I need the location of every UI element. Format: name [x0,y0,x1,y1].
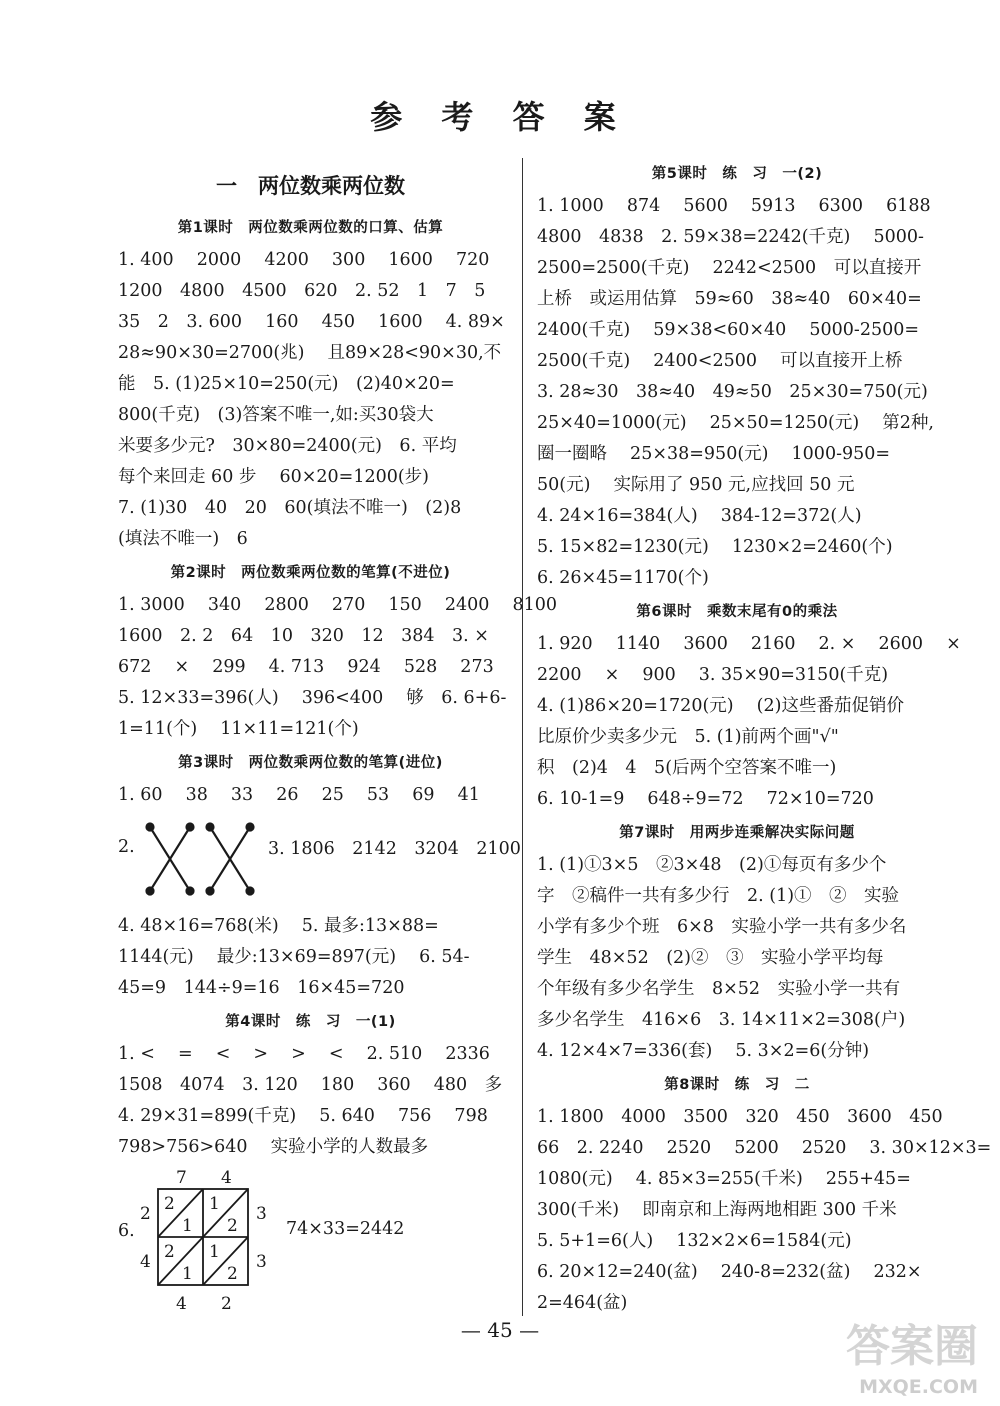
answer-line: 4800 4838 2. 59×38=2242(千克) 5000- [537,227,924,247]
answer-line: 3. 28≈30 38≈40 49≈50 25×30=750(元) [537,382,928,402]
lesson-answers [118,780,521,1004]
question-number: 6. [118,1221,135,1241]
answer-line: 1. 400 2000 4200 300 1600 720 [118,250,490,270]
answer-line: 1. 60 38 33 26 25 53 69 41 [118,785,480,805]
answer-line: 上桥 或运用估算 59≈60 38≈40 60×40= [537,289,922,309]
answer-line: 2=464(盆) [537,1293,628,1313]
lattice-cell-digit: 2 [227,1216,238,1236]
answer-line: 1. 920 1140 3600 2160 2. × 2600 × [537,634,961,654]
answer-line: 1200 4800 4500 620 2. 52 1 7 5 [118,281,486,301]
answer-line: 672 × 299 4. 713 924 528 273 [118,657,494,677]
answer-line: 1. 3000 340 2800 270 150 2400 8100 [118,595,557,615]
answer-line: 4. (1)86×20=1720(元) (2)这些番茄促销价 [537,696,904,716]
lattice-top-digit: 4 [221,1169,232,1188]
lesson-heading: 第8课时 练 习 二 [664,1077,810,1093]
answer-line: 6. 10-1=9 648÷9=72 72×10=720 [537,789,874,809]
lattice-equation: 74×33=2442 [286,1219,405,1239]
answer-line: (填法不唯一) 6 [118,529,248,549]
chapter-heading: 一 两位数乘两位数 [216,174,405,198]
answer-line: 35 2 3. 600 160 450 1600 4. 89× [118,312,505,332]
answer-line: 小学有多少个班 6×8 实验小学一共有多少名 [537,917,907,937]
answer-line: 5. 12×33=396(人) 396<400 够 6. 6+6- [118,688,507,708]
answer-line: 字 ②稿件一共有多少行 2. (1)① ② 实验 [537,886,900,906]
lesson-heading: 第3课时 两位数乘两位数的笔算(进位) [178,755,443,771]
column-divider [522,158,523,1316]
answer-line: 米要多少元? 30×80=2400(元) 6. 平均 [118,436,457,456]
lattice-top-digit: 7 [176,1169,187,1188]
answer-line: 学生 48×52 (2)② ③ 实验小学平均每 [537,948,884,968]
answer-line: 圈一圈略 25×38=950(元) 1000-950= [537,444,891,464]
lattice-bottom-digit: 4 [176,1294,187,1314]
lattice-right-digit: 3 [256,1204,267,1224]
answer-line: 2200 × 900 3. 35×90=3150(千克) [537,665,889,685]
answer-line: 4. 29×31=899(千克) 5. 640 756 798 [118,1106,488,1126]
lattice-grid-diagram [136,1169,276,1319]
lesson-heading: 第6课时 乘数末尾有0的乘法 [636,604,838,620]
answer-line: 个年级有多少名学生 8×52 实验小学一共有 [537,979,901,999]
answer-line: 6. 26×45=1170(个) [537,568,709,588]
lattice-cell-digit: 1 [209,1194,220,1214]
answer-line: 2500(千克) 2400<2500 可以直接开上桥 [537,351,903,371]
answer-line: 比原价少卖多少元 5. (1)前两个画"√" [537,727,839,747]
answer-line: 300(千米) 即南京和上海两地相距 300 千米 [537,1200,897,1220]
matching-answer [118,817,521,903]
answer-line: 能 5. (1)25×10=250(元) (2)40×20= [118,374,455,394]
lattice-left-digit: 4 [140,1252,151,1272]
lesson-heading: 第5课时 练 习 一(2) [651,166,823,182]
lesson-answers [118,245,503,555]
answer-line: 多少名学生 416×6 3. 14×11×2=308(户) [537,1010,906,1030]
answer-line: 2500=2500(千克) 2242<2500 可以直接开 [537,258,922,278]
watermark-url: MXQE.COM [859,1376,978,1398]
lesson-heading: 第4课时 练 习 一(1) [225,1014,396,1030]
page-number: — 45 — [460,1318,540,1342]
matching-lines-diagram [140,819,260,899]
answer-line: 6. 20×12=240(盆) 240-8=232(盆) 232× [537,1262,922,1282]
lattice-cell-digit: 1 [182,1216,193,1236]
watermark-glyph: 答案圈 [846,1321,978,1372]
answer-line: 798>756>640 实验小学的人数最多 [118,1137,429,1157]
answer-line: 1=11(个) 11×11=121(个) [118,719,359,739]
lesson-answers [537,629,961,815]
lattice-multiplication [118,1169,503,1319]
lattice-cell-digit: 2 [164,1194,175,1214]
answer-line: 50(元) 实际用了 950 元,应找回 50 元 [537,475,855,495]
answer-line: 每个来回走 60 步 60×20=1200(步) [118,467,430,487]
answer-line: 2400(千克) 59×38<60×40 5000-2500= [537,320,920,340]
answer-line: 66 2. 2240 2520 5200 2520 3. 30×12×3= [537,1138,992,1158]
answer-line: 4. 12×4×7=336(套) 5. 3×2=6(分钟) [537,1041,870,1061]
answer-text: 3. 1806 2142 3204 2100 [268,839,521,859]
answer-line: 1. 1800 4000 3500 320 450 3600 450 [537,1107,943,1127]
answer-line: 1508 4074 3. 120 180 360 480 多 [118,1075,503,1095]
answer-line: 45=9 144÷9=16 16×45=720 [118,978,405,998]
lattice-cell-digit: 2 [227,1264,238,1284]
lattice-left-digit: 2 [140,1204,151,1224]
lattice-cell-digit: 1 [209,1242,220,1262]
lattice-bottom-digit: 2 [221,1294,232,1314]
answer-line: 1080(元) 4. 85×3=255(千米) 255+45= [537,1169,911,1189]
lesson-heading: 第1课时 两位数乘两位数的口算、估算 [177,220,444,236]
lesson-answers [537,1102,992,1319]
answer-line: 1. 1000 874 5600 5913 6300 6188 [537,196,931,216]
answer-line: 积 (2)4 4 5(后两个空答案不唯一) [537,758,837,778]
answer-line: 5. 15×82=1230(元) 1230×2=2460(个) [537,537,893,557]
answer-line: 800(千克) (3)答案不唯一,如:买30袋大 [118,405,434,425]
lesson-answers [537,850,937,1067]
answer-line: 7. (1)30 40 20 60(填法不唯一) (2)8 [118,498,462,518]
lattice-cell-digit: 1 [182,1264,193,1284]
page-title: 参 考 答 案 [370,98,630,136]
answer-line: 5. 5+1=6(人) 132×2×6=1584(元) [537,1231,852,1251]
answer-line: 1600 2. 2 64 10 320 12 384 3. × [118,626,489,646]
right-column [537,162,992,1319]
answer-line: 1144(元) 最少:13×69=897(元) 6. 54- [118,947,470,967]
lesson-heading: 第2课时 两位数乘两位数的笔算(不进位) [170,565,451,581]
answer-line: 1. (1)①3×5 ②3×48 (2)①每页有多少个 [537,855,887,875]
answer-line: 4. 24×16=384(人) 384-12=372(人) [537,506,862,526]
lesson-answers [118,590,557,745]
answer-line: 4. 48×16=768(米) 5. 最多:13×88= [118,916,439,936]
answer-line: 28≈90×30=2700(兆) 且89×28<90×30,不 [118,343,502,363]
answer-line: 25×40=1000(元) 25×50=1250(元) 第2种, [537,413,934,433]
left-column [118,162,557,1319]
answer-line: 1. < = < > > < 2. 510 2336 [118,1044,490,1064]
watermark-logo [832,1310,982,1400]
lesson-answers [537,191,937,594]
question-number: 2. [118,837,135,857]
lattice-right-digit: 3 [256,1252,267,1272]
lesson-answers [118,1039,503,1319]
lattice-cell-digit: 2 [164,1242,175,1262]
lesson-heading: 第7课时 用两步连乘解决实际问题 [619,825,855,841]
